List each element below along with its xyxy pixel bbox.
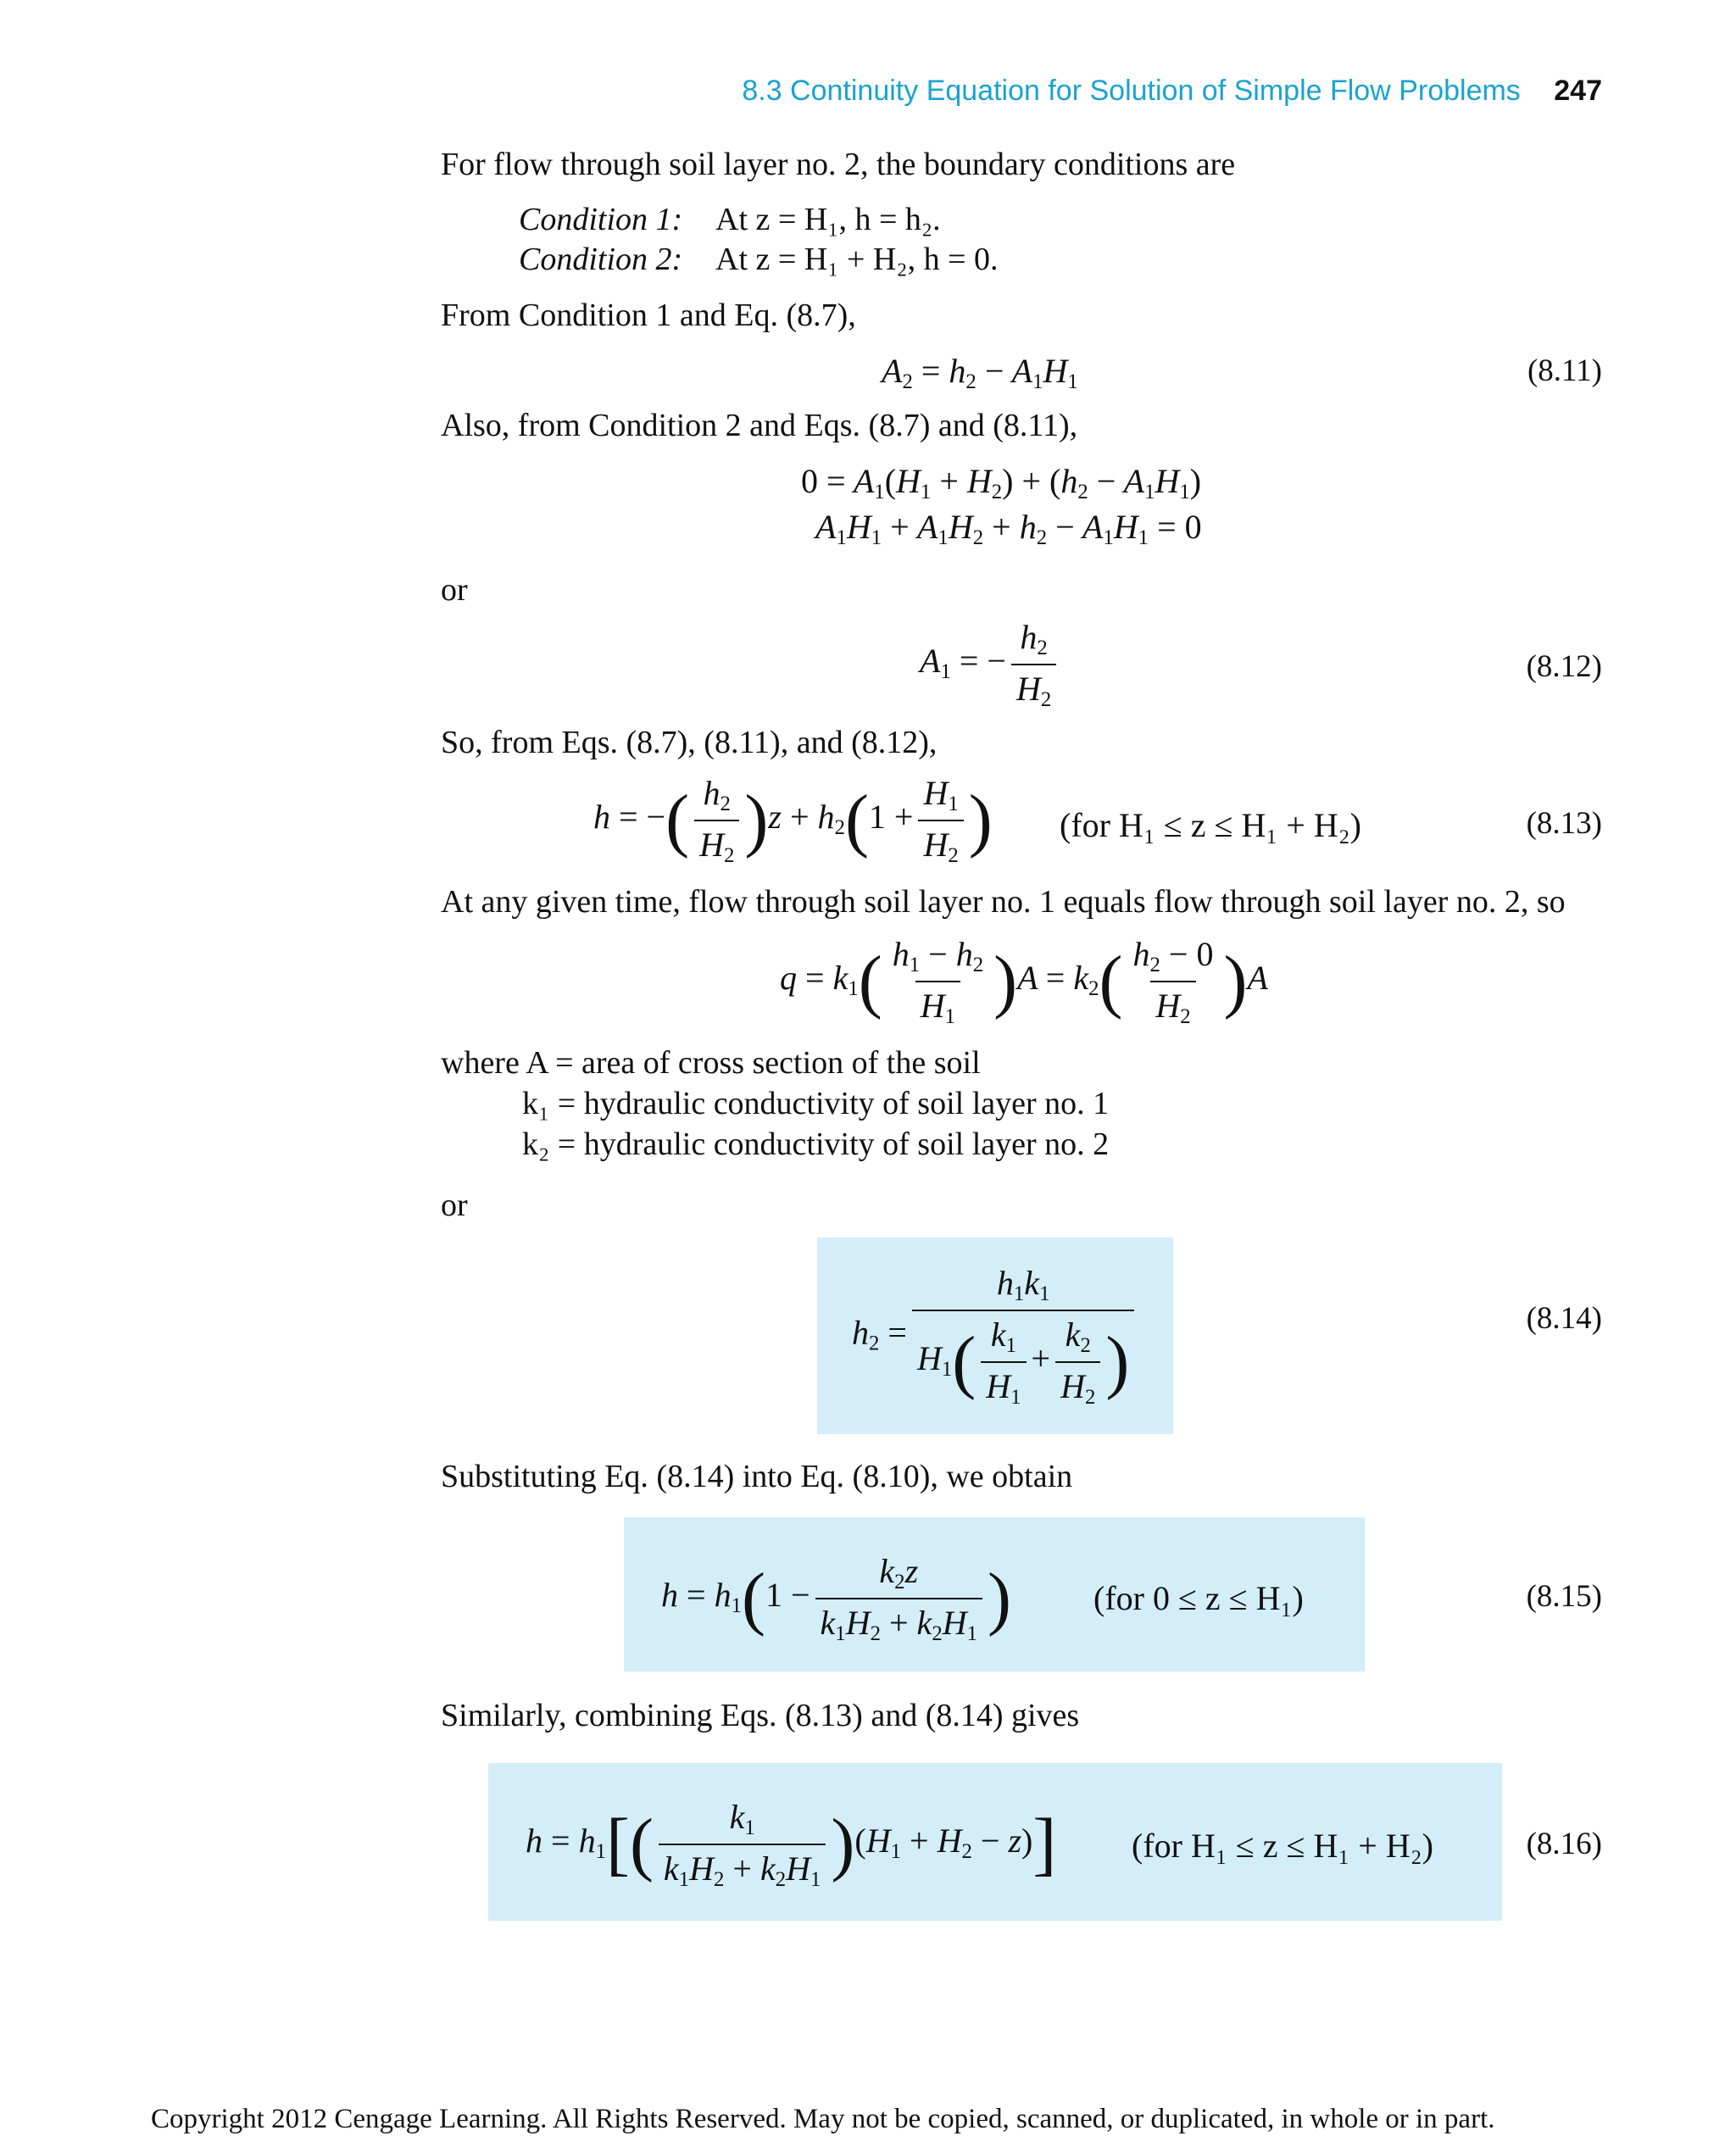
page-number: 247 [1554,75,1602,107]
any-given-time-text: At any given time, flow through soil layer no. 1 equals flow through soil layer no. 2, so [441,884,1566,920]
also-from-text: Also, from Condition 2 and Eqs. (8.7) and (8.11), [441,408,1078,443]
equation-8-13: h = −( $\frac{h_2}{H_2}$ )$z + h_2(1$ + $\frac{H_1}{H_2}$ ) [593,774,993,867]
where-k2-text: hydraulic conductivity of soil layer no. 2 [583,1126,1110,1162]
similarly-text: Similarly, combining Eqs. (8.13) and (8.14) gives [441,1698,1080,1733]
condition-2-label: Condition 2: [519,242,683,277]
where-a-text: area of cross section of the soil [581,1045,981,1081]
equation-number-8-11: (8.11) [1527,353,1602,388]
flow-equality-equation: $q = k_1$( $\frac{h_1 - h_2}{H_1}$ )$A = k_2$( $\frac{h_2 - 0}{H_2}$ )A [780,935,1268,1028]
condition-1 [519,201,941,238]
where-k2-label: k₂ = [522,1126,576,1162]
copyright-footer: Copyright 2012 Cengage Learning. All Rights Reserved. May not be copied, scanned, or duplicated, in whole or in part. [151,2104,1495,2134]
equation-8-15-condition: (for 0 ≤ z ≤ H₁) [1093,1579,1304,1617]
section-title: 8.3 Continuity Equation for Solution of Simple Flow Problems [742,75,1521,107]
so-from-text: So, from Eqs. (8.7), (8.11), and (8.12), [441,725,938,760]
where-block [441,1044,1109,1166]
running-head [0,75,1602,108]
where-k1-label: k₁ = [522,1086,576,1121]
fraction-h2-over-H2: $\frac{h_2}{H_2}$ [1011,617,1056,712]
equation-number-8-13: (8.13) [1526,806,1602,841]
where-a-label: where A = [441,1045,574,1081]
equation-8-14: $h_2$ = $h_1k_1$ $H_1$( $\frac{k_1}{H_1}$ + $\frac{k_2}{H_2}$ ) [852,1263,1139,1410]
condition-2 [519,241,999,278]
equation-number-8-16: (8.16) [1526,1827,1602,1861]
equation-number-8-12: (8.12) [1526,649,1602,684]
condition-1-label: Condition 1: [519,202,683,237]
from-condition-1-text: From Condition 1 and Eq. (8.7), [441,298,856,333]
where-k1-text: hydraulic conductivity of soil layer no. 1 [583,1086,1110,1121]
substituting-text: Substituting Eq. (8.14) into Eq. (8.10), we obtain [441,1459,1073,1494]
equation-number-8-14: (8.14) [1526,1301,1602,1336]
equation-8-11: $A_2 = h_2 - A_1H_1$ [882,352,1078,393]
or-text-2: or [441,1188,468,1223]
derivation-line-2: $A_1H_1 + A_1H_2 + h_2 - A_1H_1 = 0$ [815,508,1202,549]
intro-paragraph: For flow through soil layer no. 2, the boundary conditions are [441,147,1236,182]
equation-8-16-condition: (for H₁ ≤ z ≤ H₁ + H₂) [1132,1827,1433,1865]
equation-8-15: $h = h_1(1$ − $\frac{k_2z}{k_1H_2 + k_2H_1}$ ) [661,1552,1011,1645]
derivation-line-1: $0 = A_1(H_1 + H_2) + (h_2 - A_1H_1)$ [801,462,1202,503]
or-text-1: or [441,572,468,608]
condition-2-text: At z = H₁ + H₂, h = 0. [715,242,999,277]
condition-1-text: At z = H₁, h = h₂. [715,202,941,237]
equation-number-8-15: (8.15) [1526,1579,1602,1614]
equation-8-16: $h = h_1$[( $\frac{k_1}{k_1H_2 + k_2H_1}$ )$(H_1 + H_2 - z)$] [526,1798,1057,1891]
equation-8-12: $A_1$ = − $\frac{h_2}{H_2}$ [920,617,1061,712]
equation-8-13-condition: (for H₁ ≤ z ≤ H₁ + H₂) [1060,806,1361,844]
